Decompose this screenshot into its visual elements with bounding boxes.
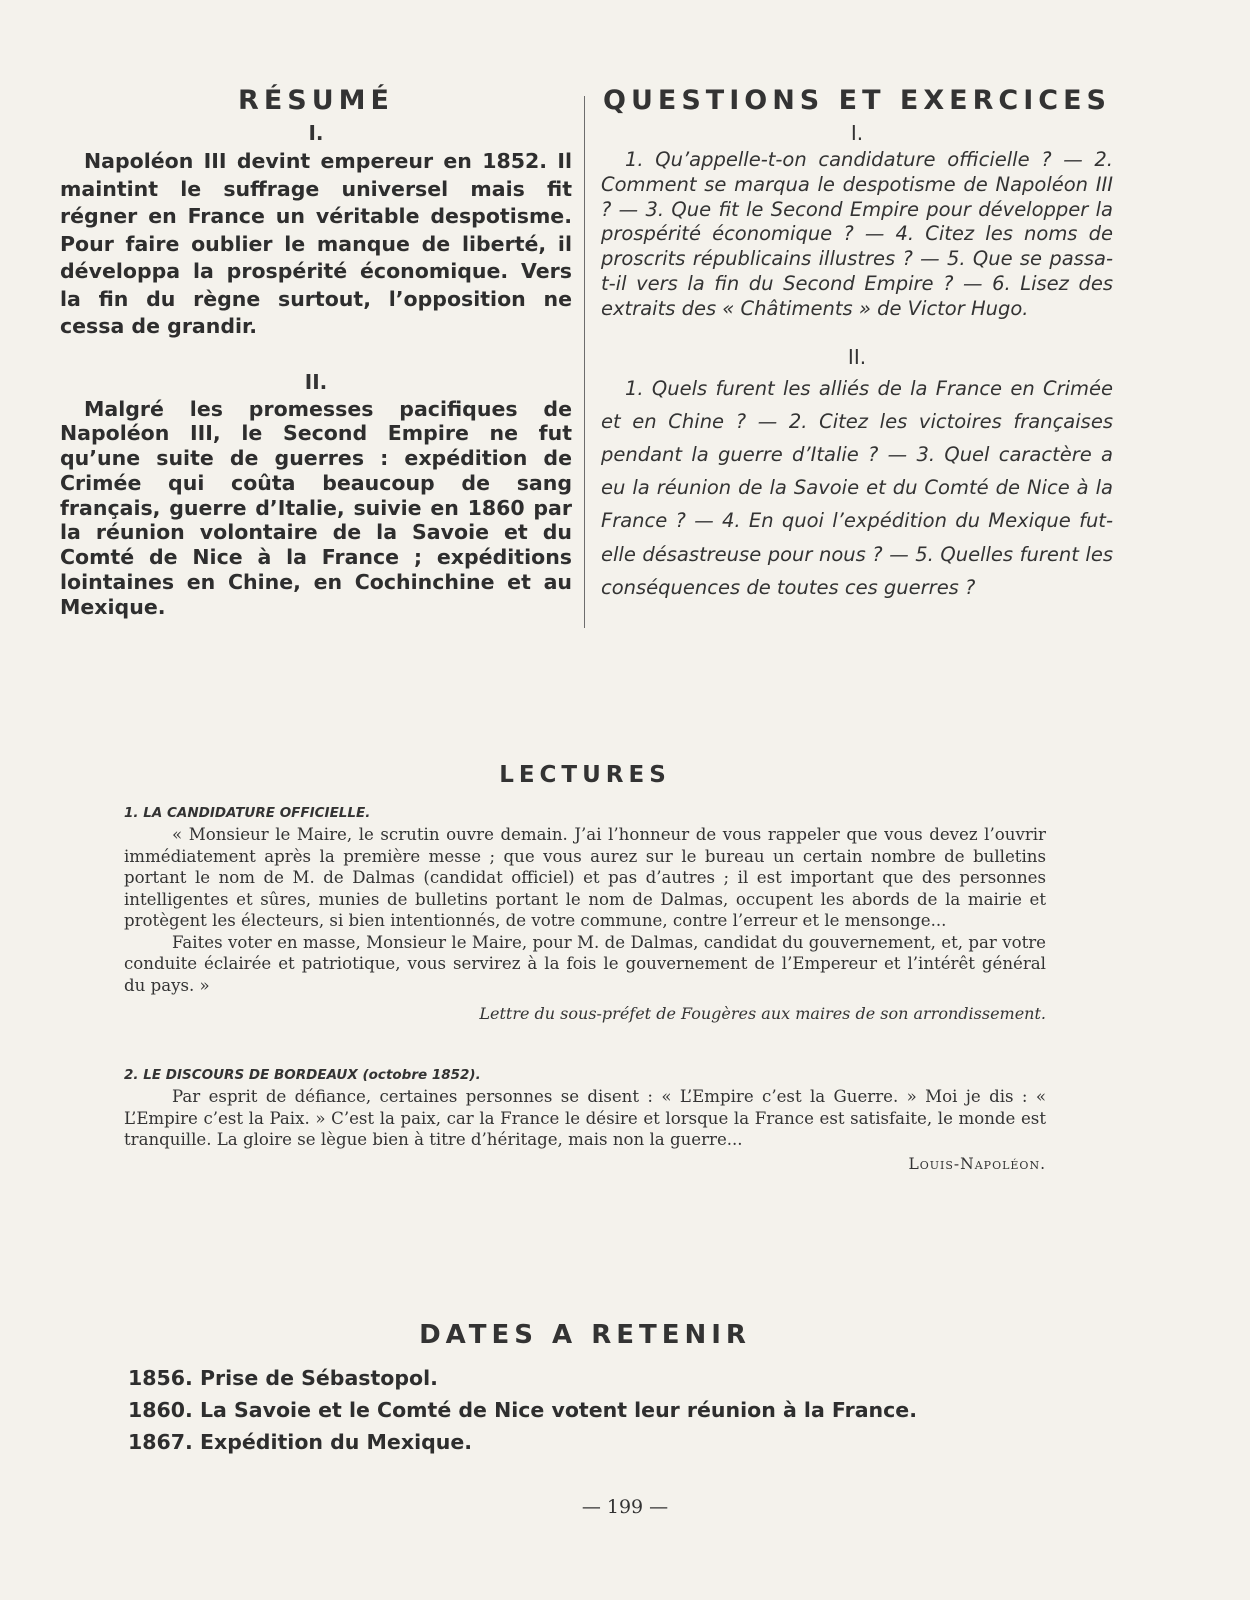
reading1-heading: 1. LA CANDIDATURE OFFICIELLE. xyxy=(124,805,371,821)
reading1-paragraph2: Faites voter en masse, Monsieur le Maire, pour M. de Dalmas, candidat du gouvernement, et, par votre conduite éclairée et patriotique, vous servirez à la fois le gouvernement de l’Empereur et l’intérêt général du pays. » xyxy=(124,932,1046,995)
page-number: — 199 — xyxy=(581,1496,669,1518)
date-text: Prise de Sébastopol. xyxy=(199,1366,438,1390)
date-item xyxy=(124,1426,1046,1458)
date-year: 1867. xyxy=(128,1430,193,1454)
resume-part1-text: Napoléon III devint empereur en 1852. Il maintint le suffrage universel mais fit régner en France un véritable despotisme. Pour faire oublier le manque de liberté, il développa la prospérité économique. Vers la fin du règne surtout, l’opposition ne cessa de grandir. xyxy=(60,149,572,338)
questions-part2-label: II. xyxy=(847,344,867,369)
questions-part2-text: 1. Quels furent les alliés de la France en Crimée et en Chine ? — 2. Citez les victoires françaises pendant la guerre d’Italie ? — 3. Quel caractère a eu la réunion de la Savoie et du Comté de Nice à la France ? — 4. En quoi l’expédition du Mexique fut-elle désastreuse pour nous ? — 5. Quelles furent les conséquences de toutes ces guerres ? xyxy=(601,376,1113,599)
reading-discours-bordeaux xyxy=(124,1064,1046,1173)
reading1-source: Lettre du sous-préfet de Fougères aux maires de son arrondissement. xyxy=(479,1004,1046,1023)
resume-title: RÉSUMÉ xyxy=(238,85,394,116)
reading2-heading: 2. LE DISCOURS DE BORDEAUX (octobre 1852). xyxy=(124,1067,481,1083)
resume-part1-label: I. xyxy=(308,121,324,145)
date-item xyxy=(124,1362,1046,1394)
date-item xyxy=(124,1394,1046,1426)
questions-part1-text: 1. Qu’appelle-t-on candidature officielle ? — 2. Comment se marqua le despotisme de Napoléon III ? — 3. Que fit le Second Empire pour développer la prospérité économique ? — 4. Citez les noms de proscrits républicains illustres ? — 5. Que se passa-t-il vers la fin du Second Empire ? — 6. Lisez des extraits des « Châtiments » de Victor Hugo. xyxy=(601,148,1113,320)
dates-title: DATES A RETENIR xyxy=(419,1320,751,1350)
questions-column xyxy=(601,84,1113,604)
reading2-paragraph: Par esprit de défiance, certaines personnes se disent : « L’Empire c’est la Guerre. » Moi je dis : « L’Empire c’est la Paix. » C’est la paix, car la France le désire et lorsque la France est satisfaite, le monde est tranquille. La gloire se lègue bien à titre d’héritage, mais non la guerre... xyxy=(124,1087,1046,1149)
questions-part1-label: I. xyxy=(850,121,864,145)
date-text: Expédition du Mexique. xyxy=(199,1430,473,1454)
reading1-paragraph1: « Monsieur le Maire, le scrutin ouvre demain. J’ai l’honneur de vous rappeler que vous devez l’ouvrir immédiatement après la première messe ; que vous aurez sur le bureau un certain nombre de bulletins portant le nom de M. de Dalmas (candidat officiel) et pas d’autres ; il est important que des personnes intelligentes et sûres, munies de bulletins portant le nom de Dalmas, occupent les abords de la mairie et protègent les électeurs, si bien intentionnés, de votre commune, contre l’erreur et le mensonge... xyxy=(124,825,1046,930)
reading2-signature: Louis-Napoléon. xyxy=(908,1154,1046,1173)
date-year: 1856. xyxy=(128,1366,193,1390)
dates-section xyxy=(124,1318,1046,1458)
lectures-section xyxy=(124,758,1046,1173)
resume-part2-label: II. xyxy=(304,369,328,394)
date-year: 1860. xyxy=(128,1398,193,1422)
questions-title: QUESTIONS ET EXERCICES xyxy=(603,85,1111,116)
reading-candidature xyxy=(124,802,1046,1026)
resume-part2-text: Malgré les promesses pacifiques de Napoléon III, le Second Empire ne fut qu’une suite de guerres : expédition de Crimée qui coûta beaucoup de sang français, guerre d’Italie, suivie en 1860 par la réunion volontaire de la Savoie et du Comté de Nice à la France ; expéditions lointaines en Chine, en Cochinchine et au Mexique. xyxy=(60,396,572,619)
lectures-title: LECTURES xyxy=(499,762,671,788)
resume-column xyxy=(60,84,572,620)
date-text: La Savoie et le Comté de Nice votent leur réunion à la France. xyxy=(199,1398,917,1422)
column-divider xyxy=(584,96,585,628)
